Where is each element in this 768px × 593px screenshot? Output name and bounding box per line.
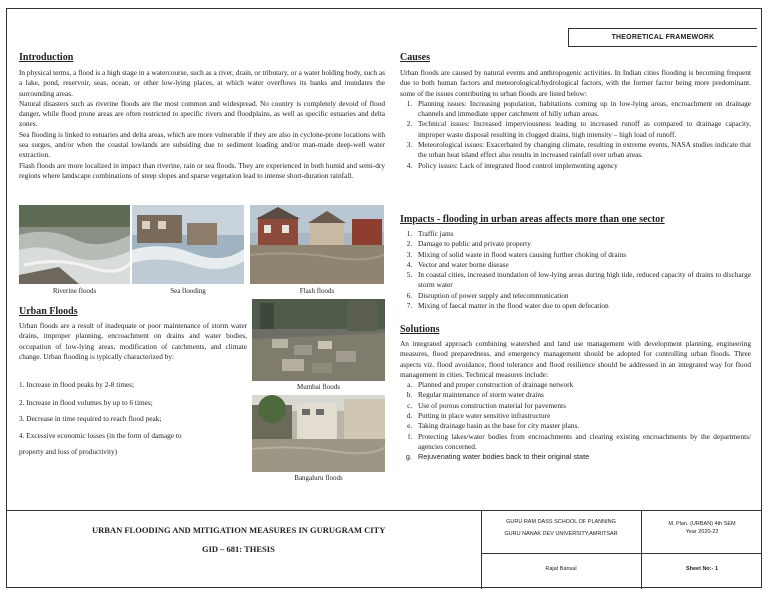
- impacts-list: [400, 229, 751, 311]
- cause-item: 2. Technical issues: Increased imperviousness leading to increased runoff as compared to drainage capacity, improper waste disposal resulting in clogged drains, high intensity – high load of runoff.: [414, 119, 751, 140]
- flash-floods-caption: Flash floods: [299, 287, 335, 295]
- sheet-number: Sheet No:- 1: [685, 566, 719, 572]
- cause-item: 1. Planning issues: Increasing population, habitations coming up in low-lying areas, encroachment on drainage channels and immediate upper catchment of hilly urban areas.: [414, 99, 751, 120]
- causes-text: [400, 68, 751, 171]
- impact-item: 3. Mixing of solid waste in flood waters causing further choking of drains: [414, 250, 751, 260]
- solution-item: d. Putting in place water sensitive infrastructure: [414, 411, 751, 421]
- intro-paragraph: Flash floods are more localized in impact than riverine, rain or sea floods. They are experienced in both humid and semi-dry regions where landscape combinations of steep slopes and sparse vegetation lead to intense short-duration rainfall.: [19, 160, 385, 180]
- sea-flooding-photo: [132, 205, 244, 284]
- riverine-floods-caption: Riverine floods: [52, 287, 97, 295]
- school-name: GURU RAM DASS SCHOOL OF PLANNING: [506, 519, 616, 525]
- impact-item: 5. In coastal cities, increased inundation of low-lying areas during high tide, reduced capacity of drains to discharge storm water: [414, 270, 751, 291]
- riverine-flood-photo: [19, 205, 130, 284]
- cause-item: 3. Meteorological issues: Exacerbated by changing climate, resulting in extreme events, NASA studies indicate that the urban heat island effect also results in increased rainfall over urban areas.: [414, 140, 751, 161]
- mumbai-floods-caption: Mumbai floods: [297, 383, 340, 391]
- urban-floods-point: 1. Increase in flood peaks by 2-8 times;: [19, 380, 135, 389]
- course-name: M. Plan. (URBAN) 4th SEM: [668, 521, 736, 527]
- impact-item: 2. Damage to public and private property: [414, 239, 751, 249]
- solution-item: g. Rejuvenating water bodies back to their original state: [414, 452, 751, 462]
- causes-title: Causes: [400, 52, 431, 63]
- urban-floods-point: 3. Decrease in time required to reach flood peak;: [19, 414, 162, 423]
- causes-intro: Urban floods are caused by natural events and anthropogenic activities. In Indian cities flooding is becoming frequent due to both human factors and meteorological/hydrological factors, with the former factor being more predominant. some of the issues contributing to urban floods are listed below:: [400, 68, 751, 98]
- impact-item: 7. Mixing of faecal matter in the flood water due to open defecation: [414, 301, 751, 311]
- academic-year: Year 2020-22: [685, 529, 719, 535]
- university-name: GURU NANAK DEV UNIVERSITY,AMRITSAR: [504, 531, 618, 537]
- author-name: Rajat Bansal: [545, 566, 577, 572]
- urban-floods-point: property and loss of productivity): [19, 447, 118, 456]
- impact-item: 4. Vector and water borne disease: [414, 260, 751, 270]
- sea-flooding-caption: Sea flooding: [170, 287, 206, 295]
- impact-item: 1. Traffic jams: [414, 229, 751, 239]
- project-code: GID – 681: THESIS: [202, 544, 275, 554]
- solution-item: f. Protecting lakes/water bodies from encroachments and clearing existing encroachments by the departments/ agencies concerned.: [414, 432, 751, 453]
- solution-item: b. Regular maintenance of storm water drains: [414, 390, 751, 400]
- intro-paragraph: Natural disasters such as riverine floods are the most common and widespread. No country is completely devoid of flood danger, while flood prone areas are often restricted to specific rivers and floodplains, as well as specific estuaries and delta zones.: [19, 98, 385, 129]
- cause-item: 4. Policy issues: Lack of integrated flood control implementing agency: [414, 161, 751, 171]
- solution-item: c. Use of porous construction material for pavements: [414, 401, 751, 411]
- sheet-tag: THEORETICAL FRAMEWORK: [568, 28, 757, 47]
- mumbai-flood-photo: [252, 299, 385, 381]
- title-block-main: [6, 511, 482, 589]
- title-block-divider: [481, 553, 762, 554]
- urban-floods-title: Urban Floods: [19, 306, 78, 317]
- title-block-divider: [641, 511, 642, 589]
- solutions-title: Solutions: [400, 324, 440, 335]
- impacts-title: Impacts - flooding in urban areas affects more than one sector: [400, 214, 665, 225]
- introduction-title: Introduction: [19, 52, 74, 63]
- title-block: [6, 510, 762, 589]
- urban-floods-point: 4. Excessive economic losses (in the form of damage to: [19, 431, 182, 440]
- bangaluru-flood-photo: [252, 395, 385, 472]
- solutions-text: [400, 339, 751, 463]
- flash-flood-photo: [250, 205, 384, 284]
- intro-paragraph: Sea flooding is linked to estuaries and delta areas, which are more vulnerable if they are also in cyclone-prone locations with sea surges, and/or when the coastal lowlands are subsiding due to sediment loading and/or man-made deep-well water extraction.: [19, 129, 385, 160]
- solution-item: a. Planned and proper construction of drainage network: [414, 380, 751, 390]
- introduction-text: [19, 68, 385, 181]
- urban-floods-text: Urban floods are a result of inadequate or poor maintenance of storm water drains, improper planning, encroachment on drains and water bodies, occupation of low-lying areas, modification of catchments, and climate change. Urban flooding is typically characterized by:: [19, 321, 247, 361]
- urban-floods-point: 2. Increase in flood volumes by up to 6 times;: [19, 398, 153, 407]
- impact-item: 6. Disruption of power supply and telecommunication: [414, 291, 751, 301]
- bangaluru-floods-caption: Bangaluru floods: [294, 474, 343, 482]
- project-title: URBAN FLOODING AND MITIGATION MEASURES IN GURUGRAM CITY: [92, 525, 386, 535]
- solutions-intro: An integrated approach combining watershed and land use management with development planning, engineering measures, flood preparedness, and emergency management should be adopted for controlling urban floods. Three aspects viz. flood avoidance, flood tolerance and flood resilience should be addressed in an integrated way for flood management in cities. Technical measures include:: [400, 339, 751, 379]
- solution-item: e. Taking drainage basin as the base for city master plans.: [414, 421, 751, 431]
- intro-paragraph: In physical terms, a flood is a high stage in a watercourse, such as a river, drain, or tributary, or a water holding body, such as a lake, pond, reservoir, seas, ocean, or other low-lying places, at which water overflows its banks and inundates the surrounding areas.: [19, 68, 385, 98]
